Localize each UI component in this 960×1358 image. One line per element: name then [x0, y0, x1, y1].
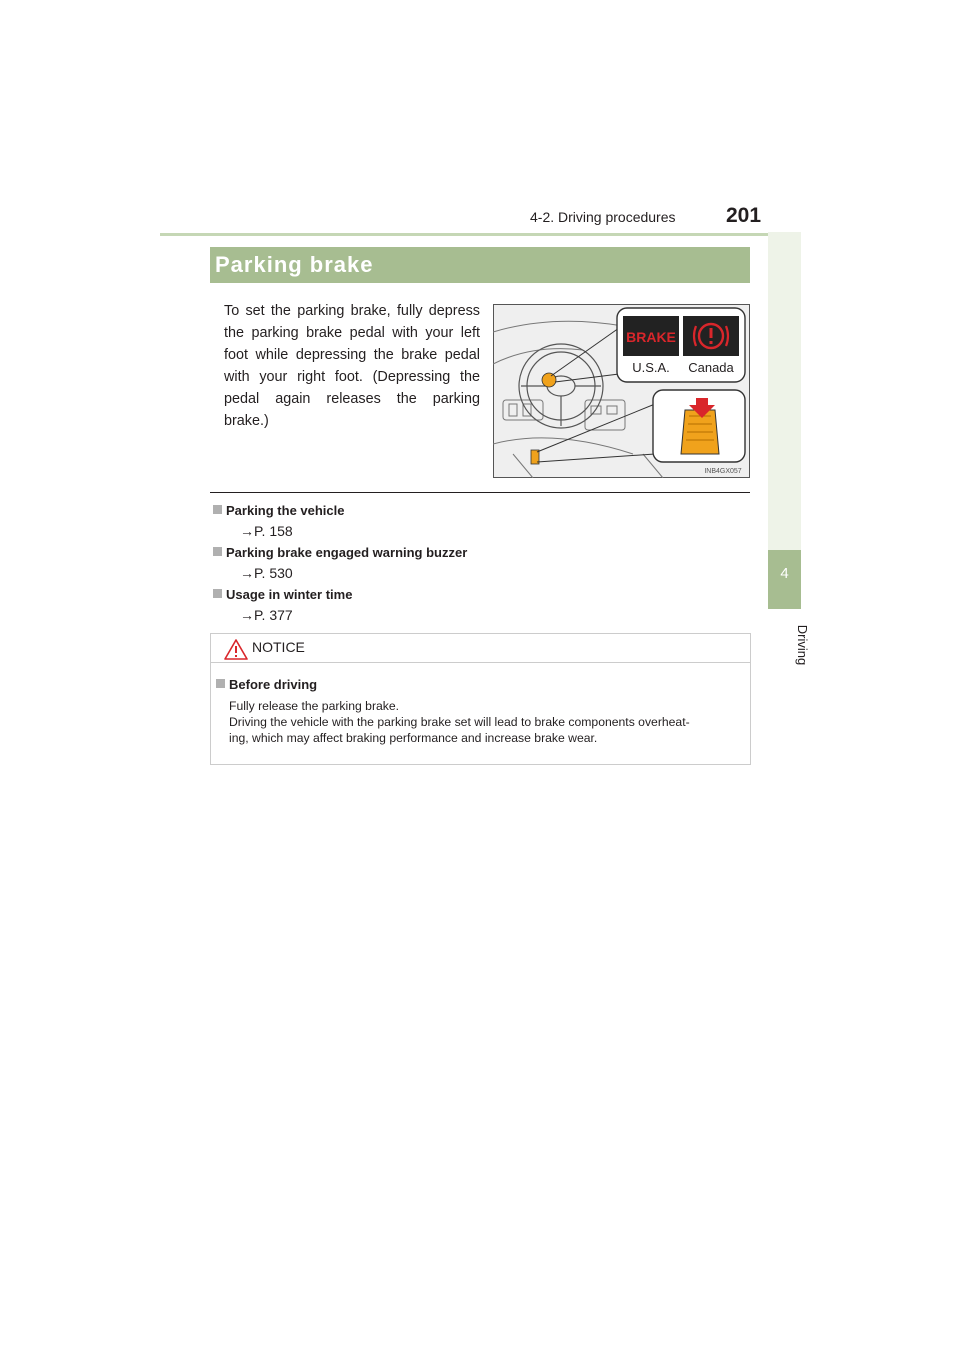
chapter-tab-label-text: Driving [795, 624, 810, 666]
item-ref-warning-buzzer[interactable]: →P. 530 [240, 565, 293, 581]
label-usa: U.S.A. [632, 360, 670, 375]
parking-brake-pedal-illustration [681, 410, 719, 454]
header-rule [160, 233, 800, 236]
running-header-section: 4-2. Driving procedures [530, 209, 676, 225]
section-divider [210, 492, 750, 493]
notice-line-3: ing, which may affect braking performance and increase brake wear. [229, 731, 598, 745]
bullet-square-icon [213, 589, 222, 598]
highlighted-lamp-location [542, 373, 556, 387]
notice-line-2: Driving the vehicle with the parking brake set will lead to brake components overheat- [229, 715, 690, 729]
brake-lamp-text: BRAKE [626, 329, 676, 345]
intro-paragraph: To set the parking brake, fully depress the parking brake pedal with your left foot while depressing the brake pedal with your right foot. (Depressing the pedal again releases the parking brake.) [224, 303, 480, 429]
item-heading-warning-buzzer: Parking brake engaged warning buzzer [213, 545, 467, 560]
label-canada: Canada [688, 360, 734, 375]
item-ref-winter-time[interactable]: →P. 377 [240, 607, 293, 623]
page-number: 201 [726, 204, 762, 227]
notice-line-1: Fully release the parking brake. [229, 699, 400, 713]
item-heading-winter-time: Usage in winter time [213, 587, 352, 602]
chapter-tab-number: 4 [780, 565, 789, 582]
notice-title: NOTICE [252, 639, 305, 655]
bullet-square-icon [216, 679, 225, 688]
parking-brake-figure [493, 304, 750, 478]
figure-code: INB4GX057 [704, 468, 742, 475]
bullet-square-icon [213, 505, 222, 514]
chapter-tab-label [762, 620, 808, 680]
side-tab-track [768, 232, 801, 550]
bullet-square-icon [213, 547, 222, 556]
item-heading-parking-vehicle: Parking the vehicle [213, 503, 345, 518]
item-ref-parking-vehicle[interactable]: →P. 158 [240, 523, 293, 539]
notice-subheading: Before driving [216, 677, 317, 692]
warning-triangle-icon [224, 638, 248, 660]
section-title: Parking brake [215, 252, 374, 277]
